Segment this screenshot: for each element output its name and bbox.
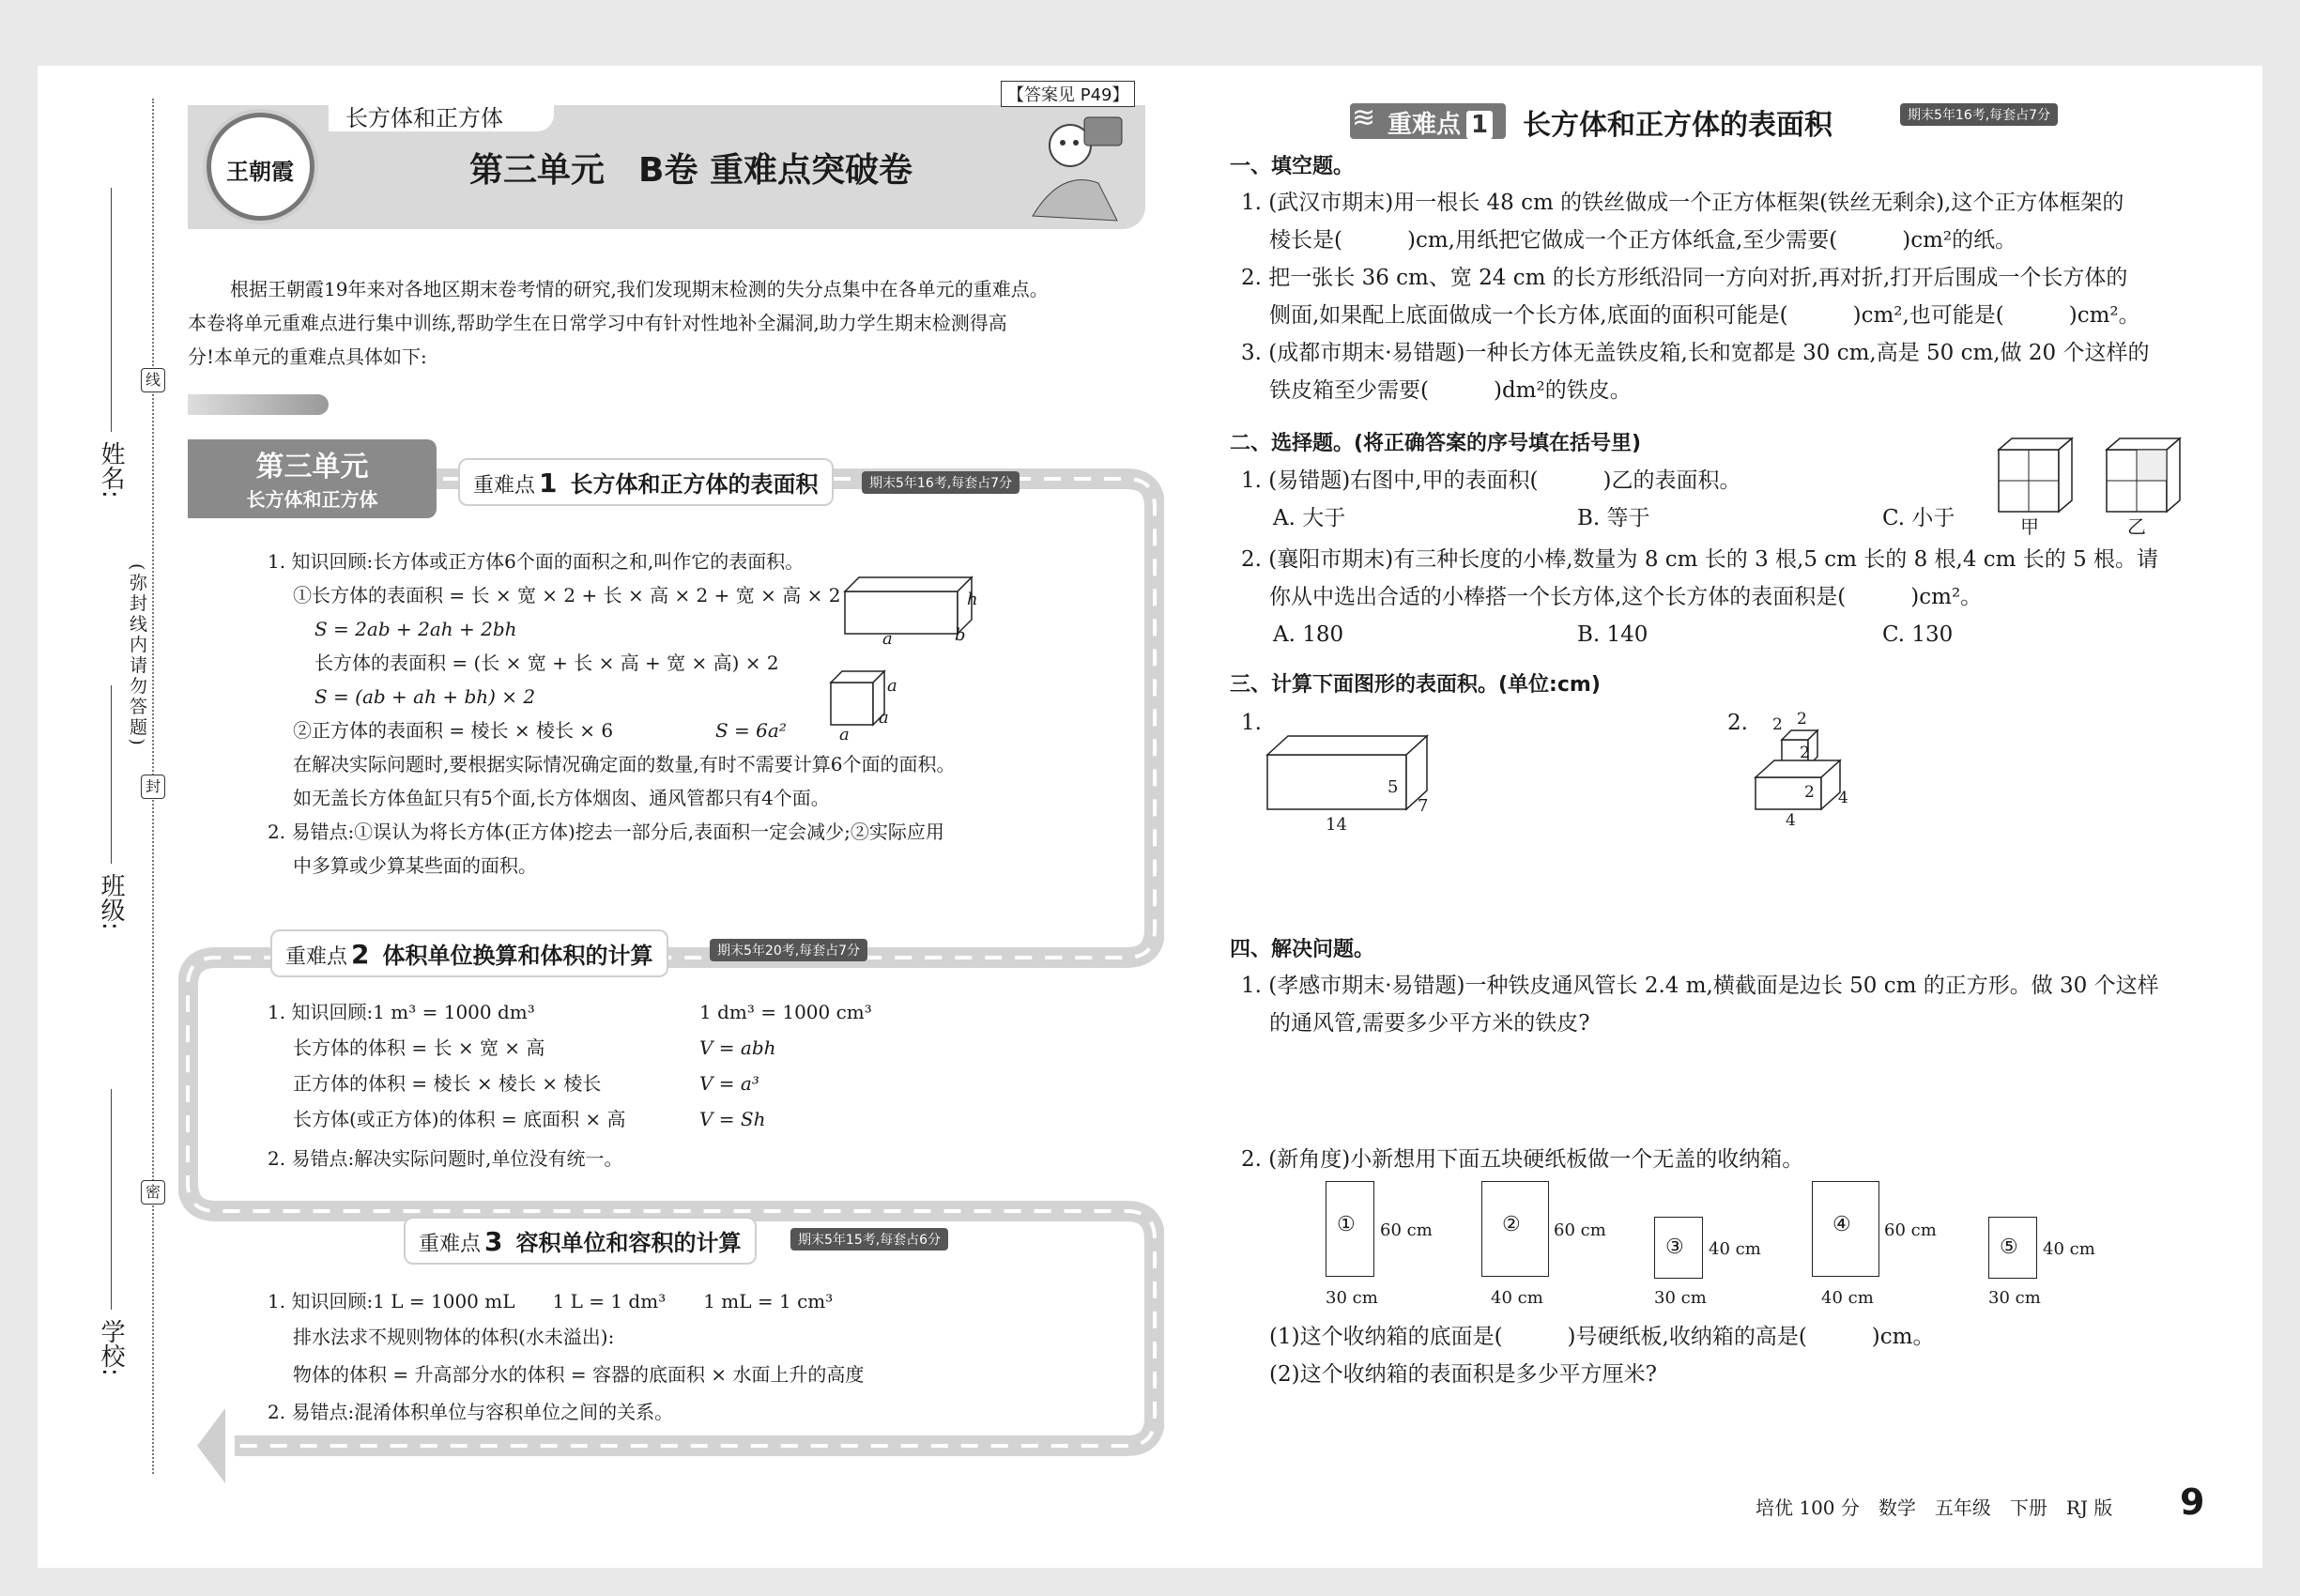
- kp1-line-9: 如无盖长方体鱼缸只有5个面,长方体烟囱、通风管都只有4个面。: [293, 787, 830, 809]
- kp1-exam-badge: 期末5年16考,每套占7分: [862, 471, 1020, 494]
- board-5-id: ⑤: [2000, 1235, 2018, 1259]
- page-title: 第三单元 B卷 重难点突破卷: [469, 151, 912, 190]
- q3-2-dim-6: 4: [1786, 811, 1796, 830]
- kp2-exam-badge: 期末5年20考,每套占7分: [710, 939, 867, 961]
- board-4-height: 60 cm: [1884, 1220, 1937, 1240]
- kp1-line-10: 2. 易错点:①误认为将长方体(正方体)挖去一部分后,表面积一定会减少;②实际应用: [268, 821, 944, 843]
- q3-2-dim-4: 2: [1804, 783, 1815, 802]
- board-3-width: 30 cm: [1654, 1288, 1707, 1308]
- right-kp-label-text: 重难点: [1388, 111, 1462, 139]
- unit-tag-title: 第三单元: [255, 451, 369, 483]
- train-decoration: [188, 394, 329, 415]
- cube-stack-yi: [2103, 437, 2187, 515]
- cuboid-label-a: a: [882, 629, 893, 649]
- cube-stack-jia: [1995, 437, 2079, 515]
- no-answer-notice: (弥封线内请勿答题): [125, 563, 150, 748]
- q3-1-number: 1.: [1241, 711, 1262, 735]
- secret-mark: 密: [141, 1180, 165, 1205]
- kp1-line-2: ①长方体的表面积 = 长 × 宽 × 2 + 长 × 高 × 2 + 宽 × 高 × 2: [293, 584, 841, 606]
- q2-1-option-a[interactable]: A. 大于: [1273, 506, 1346, 530]
- kp3-label: 重难点: [419, 1233, 482, 1256]
- mascot-illustration: [995, 94, 1136, 225]
- board-2-height: 60 cm: [1554, 1220, 1606, 1240]
- kp1-label: 重难点: [473, 474, 536, 498]
- q2-1-option-c[interactable]: C. 小于: [1882, 506, 1955, 530]
- kp1-line-6: ②正方体的表面积 = 棱长 × 棱长 × 6: [293, 719, 614, 742]
- cube-label-a3: a: [839, 725, 850, 744]
- q4-2-answer-area[interactable]: [1269, 1395, 2170, 1451]
- board-4-width: 40 cm: [1821, 1288, 1874, 1308]
- kp2-line-3: 长方体的体积 = 长 × 宽 × 高: [293, 1036, 545, 1059]
- kp3-line-4: 2. 易错点:混淆体积单位与容积单位之间的关系。: [268, 1401, 674, 1423]
- kp2-title: 体积单位换算和体积的计算: [382, 943, 653, 969]
- q3-1-length: 14: [1326, 815, 1347, 835]
- section-solve: 四、解决问题。: [1230, 938, 1375, 961]
- kp2-line-2: 1 dm³ = 1000 cm³: [699, 1001, 872, 1023]
- cube-label-a1: a: [887, 676, 897, 696]
- right-kp-badge: 期末5年16考,每套占7分: [1900, 103, 2058, 126]
- page-number: 9: [2180, 1481, 2205, 1523]
- q2-2-option-c[interactable]: C. 130: [1882, 622, 1954, 647]
- kp3-exam-badge: 期末5年15考,每套占6分: [790, 1228, 948, 1251]
- q1-1-line-b: 棱长是( )cm,用纸把它做成一个正方体纸盒,至少需要( )cm²的纸。: [1269, 228, 2017, 253]
- kp2-line-8: V = Sh: [699, 1108, 766, 1130]
- student-name-line[interactable]: [111, 188, 112, 432]
- footer-info: 培优 100 分 数学 五年级 下册 RJ 版: [1756, 1496, 2113, 1519]
- student-name-label: 姓名:: [97, 441, 125, 499]
- logo-text: 王朝霞: [226, 158, 294, 185]
- board-1-id: ①: [1337, 1213, 1356, 1236]
- q1-1-line-a: 1. (武汉市期末)用一根长 48 cm 的铁丝做成一个正方体框架(铁丝无剩余),这个正方体框架的: [1241, 191, 2124, 215]
- line-mark: 线: [141, 368, 165, 392]
- label-yi: 乙: [2127, 515, 2146, 538]
- kp1-number: 1: [539, 468, 558, 499]
- q2-2-line-b: 你从中选出合适的小棒搭一个长方体,这个长方体的表面积是( )cm²。: [1269, 585, 1983, 609]
- kp3-line-2: 排水法求不规则物体的体积(水未溢出):: [293, 1326, 615, 1348]
- kp2-line-6: V = a³: [699, 1072, 759, 1095]
- kp2-line-1: 1. 知识回顾:1 m³ = 1000 dm³: [268, 1001, 535, 1023]
- right-kp-number: 1: [1466, 111, 1493, 139]
- kp1-header: [458, 458, 834, 506]
- q3-2-dim-2: 2: [1797, 710, 1807, 729]
- right-kp-title: 长方体和正方体的表面积: [1523, 109, 1832, 142]
- kp3-line-1: 1. 知识回顾:1 L = 1000 mL 1 L = 1 dm³ 1 mL = 1 cm³: [268, 1290, 834, 1312]
- q3-2-dim-5: 4: [1838, 789, 1848, 807]
- board-5-height: 40 cm: [2043, 1239, 2095, 1259]
- kp1-line-3: S = 2ab + 2ah + 2bh: [314, 618, 517, 640]
- intro-line-3: 分!本单元的重难点具体如下:: [188, 345, 427, 368]
- board-1-width: 30 cm: [1326, 1288, 1378, 1308]
- q2-2-option-a[interactable]: A. 180: [1273, 622, 1344, 647]
- label-jia: 甲: [2020, 515, 2039, 538]
- school-line[interactable]: [111, 1089, 112, 1310]
- kp3-number: 3: [484, 1226, 503, 1257]
- kp3-header: [404, 1217, 757, 1265]
- q3-2-dim-3: 2: [1800, 744, 1810, 762]
- q3-2-dim-1: 2: [1772, 715, 1783, 734]
- board-3-id: ③: [1665, 1235, 1684, 1259]
- right-kp-label: [1388, 105, 1493, 140]
- header-topic: 长方体和正方体: [345, 105, 503, 131]
- answer-reference: 【答案见 P49】: [1001, 81, 1135, 107]
- right-kp-icon: ≋: [1352, 101, 1376, 134]
- q3-1-cuboid: [1265, 734, 1434, 814]
- section-compute: 三、计算下面图形的表面积。(单位:cm): [1230, 673, 1601, 697]
- kp2-number: 2: [351, 939, 370, 970]
- school-label: 学校:: [97, 1319, 125, 1376]
- seal-mark: 封: [141, 775, 165, 799]
- q3-2-number: 2.: [1727, 711, 1748, 735]
- board-1-height: 60 cm: [1380, 1220, 1433, 1240]
- board-2-id: ②: [1502, 1213, 1521, 1236]
- kp1-line-8: 在解决实际问题时,要根据实际情况确定面的数量,有时不需要计算6个面的面积。: [293, 753, 956, 775]
- kp2-line-7: 长方体(或正方体)的体积 = 底面积 × 高: [293, 1108, 626, 1130]
- q4-2-text: 2. (新角度)小新想用下面五块硬纸板做一个无盖的收纳箱。: [1241, 1147, 1804, 1172]
- q1-2-line-b: 侧面,如果配上底面做成一个长方体,底面的面积可能是( )cm²,也可能是( )cm²。: [1269, 303, 2140, 328]
- kp1-line-1: 1. 知识回顾:长方体或正方体6个面的面积之和,叫作它的表面积。: [268, 550, 805, 573]
- q4-1-answer-area[interactable]: [1269, 1044, 2170, 1138]
- q2-2-line-a: 2. (襄阳市期末)有三种长度的小棒,数量为 8 cm 长的 3 根,5 cm 长的 8 根,4 cm 长的 5 根。请: [1241, 547, 2159, 572]
- q2-2-option-b[interactable]: B. 140: [1577, 622, 1648, 647]
- q1-2-line-a: 2. 把一张长 36 cm、宽 24 cm 的长方形纸沿同一方向对折,再对折,打开后围成一个长方体的: [1241, 266, 2128, 290]
- kp1-line-7: S = 6a²: [715, 719, 787, 742]
- kp2-line-5: 正方体的体积 = 棱长 × 棱长 × 棱长: [293, 1072, 602, 1095]
- kp1-line-11: 中多算或少算某些面的面积。: [293, 854, 537, 877]
- q3-1-width: 7: [1418, 796, 1429, 816]
- q2-1-option-b[interactable]: B. 等于: [1577, 506, 1650, 530]
- q1-3-line-b: 铁皮箱至少需要( )dm²的铁皮。: [1269, 378, 1632, 403]
- q2-1-text: 1. (易错题)右图中,甲的表面积( )乙的表面积。: [1241, 468, 1741, 493]
- q1-3-line-a: 3. (成都市期末·易错题)一种长方体无盖铁皮箱,长和宽都是 30 cm,高是 50 cm,做 20 个这样的: [1241, 341, 2150, 365]
- cuboid-label-h: h: [967, 590, 978, 609]
- class-label: 班级:: [97, 873, 125, 930]
- q4-2-sub-2: (2)这个收纳箱的表面积是多少平方厘米?: [1269, 1362, 1657, 1387]
- unit-tag-subtitle: 长方体和正方体: [246, 488, 378, 511]
- kp1-line-4: 长方体的表面积 = (长 × 宽 + 长 × 高 + 宽 × 高) × 2: [314, 652, 779, 674]
- section-fill-blank: 一、填空题。: [1230, 155, 1355, 178]
- kp2-line-4: V = abh: [699, 1036, 776, 1059]
- kp3-line-3: 物体的体积 = 升高部分水的体积 = 容器的底面积 × 水面上升的高度: [293, 1363, 865, 1386]
- kp2-header: [270, 929, 668, 977]
- board-2-width: 40 cm: [1491, 1288, 1543, 1308]
- cuboid-label-b: b: [955, 625, 966, 645]
- intro-line-1: 根据王朝霞19年来对各地区期末卷考情的研究,我们发现期末检测的失分点集中在各单元的重难点。: [230, 278, 1049, 300]
- q3-1-height: 5: [1388, 777, 1399, 797]
- kp1-line-5: S = (ab + ah + bh) × 2: [314, 685, 536, 708]
- cube-label-a2: a: [879, 708, 889, 728]
- class-line[interactable]: [111, 685, 112, 864]
- intro-line-2: 本卷将单元重难点进行集中训练,帮助学生在日常学习中有针对性地补全漏洞,助力学生期末检测得高: [188, 312, 1007, 334]
- kp1-title: 长方体和正方体的表面积: [570, 471, 819, 498]
- kp2-label: 重难点: [285, 945, 348, 969]
- q4-1-line-a: 1. (孝感市期末·易错题)一种铁皮通风管长 2.4 m,横截面是边长 50 cm 的正方形。做 30 个这样: [1241, 974, 2159, 998]
- kp3-title: 容积单位和容积的计算: [515, 1230, 742, 1256]
- q4-2-sub-1: (1)这个收纳箱的底面是( )号硬纸板,收纳箱的高是( )cm。: [1269, 1325, 1935, 1349]
- board-5-width: 30 cm: [1988, 1288, 2041, 1308]
- board-3-height: 40 cm: [1709, 1239, 1761, 1259]
- kp2-line-9: 2. 易错点:解决实际问题时,单位没有统一。: [268, 1147, 623, 1170]
- board-4-id: ④: [1832, 1213, 1851, 1236]
- q4-1-line-b: 的通风管,需要多少平方米的铁皮?: [1269, 1011, 1590, 1036]
- section-choice: 二、选择题。(将正确答案的序号填在括号里): [1230, 432, 1642, 455]
